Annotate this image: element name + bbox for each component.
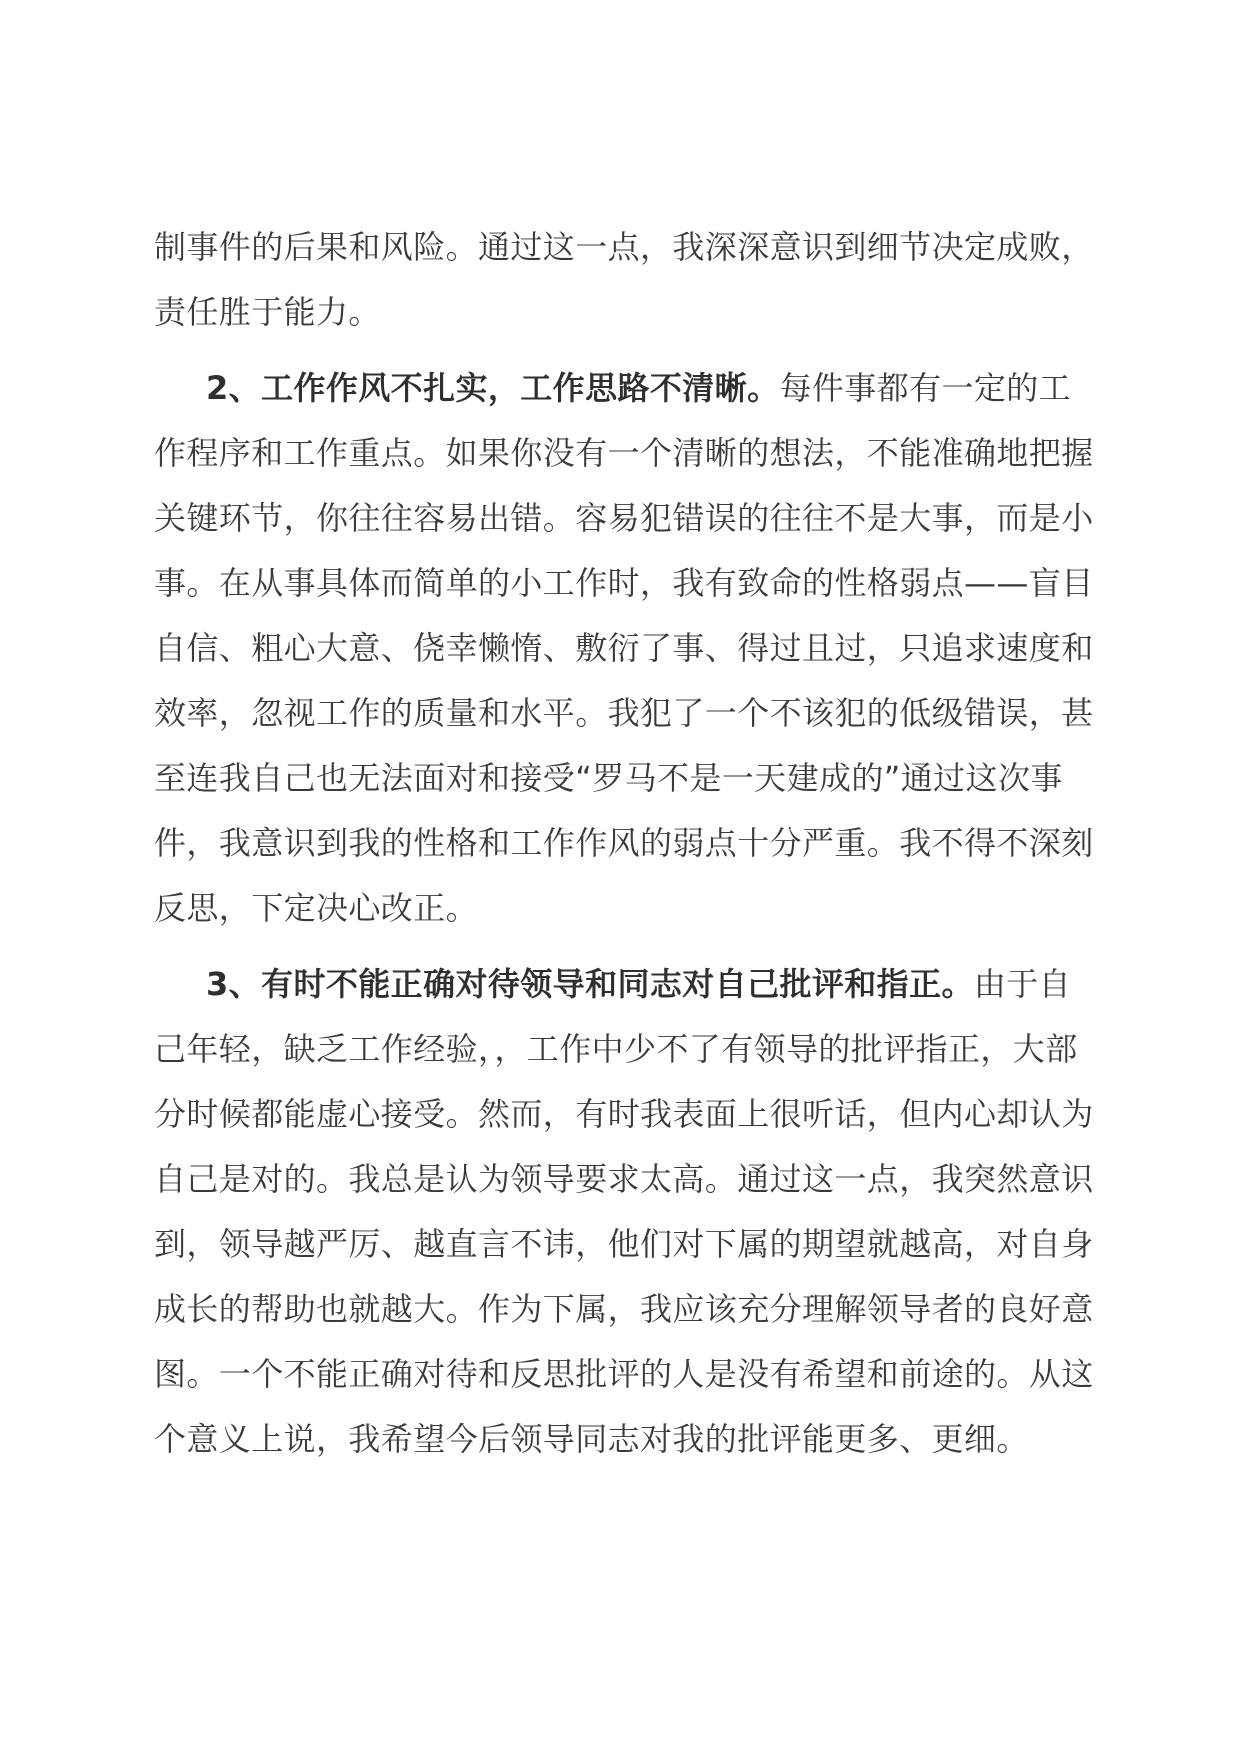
paragraph-text: 制事件的后果和风险。通过这一点，我深深意识到细节决定成败，责任胜于能力。 bbox=[154, 228, 1094, 331]
paragraph-heading: 2、工作作风不扎实，工作思路不清晰。 bbox=[206, 369, 780, 407]
document-body bbox=[154, 215, 1094, 1483]
paragraph-item-3 bbox=[154, 952, 1094, 1472]
paragraph-text: 每件事都有一定的工作程序和工作重点。如果你没有一个清晰的想法，不能准确地把握关键环节，你往往容易出错。容易犯错误的往往不是大事，而是小事。在从事具体而简单的小工作时，我有致命的性格弱点——盲目自信、粗心大意、侥幸懒惰、敷衍了事、得过且过，只追求速度和效率，忽视工作的质量和水平。我犯了一个不该犯的低级错误，甚至连我自己也无法面对和接受“罗马不是一天建成的”通过这次事件，我意识到我的性格和工作作风的弱点十分严重。我不得不深刻反思，下定决心改正。 bbox=[154, 369, 1094, 927]
paragraph-item-2 bbox=[154, 356, 1094, 941]
paragraph-heading: 3、有时不能正确对待领导和同志对自己批评和指正。 bbox=[206, 965, 974, 1003]
paragraph-continuation bbox=[154, 215, 1094, 345]
paragraph-text: 由于自己年轻，缺乏工作经验，，工作中少不了有领导的批评指正，大部分时候都能虚心接受。然而，有时我表面上很听话，但内心却认为自己是对的。我总是认为领导要求太高。通过这一点，我突然意识到，领导越严厉、越直言不讳，他们对下属的期望就越高，对自身成长的帮助也就越大。作为下属，我应该充分理解领导者的良好意图。一个不能正确对待和反思批评的人是没有希望和前途的。从这个意义上说，我希望今后领导同志对我的批评能更多、更细。 bbox=[154, 965, 1094, 1458]
